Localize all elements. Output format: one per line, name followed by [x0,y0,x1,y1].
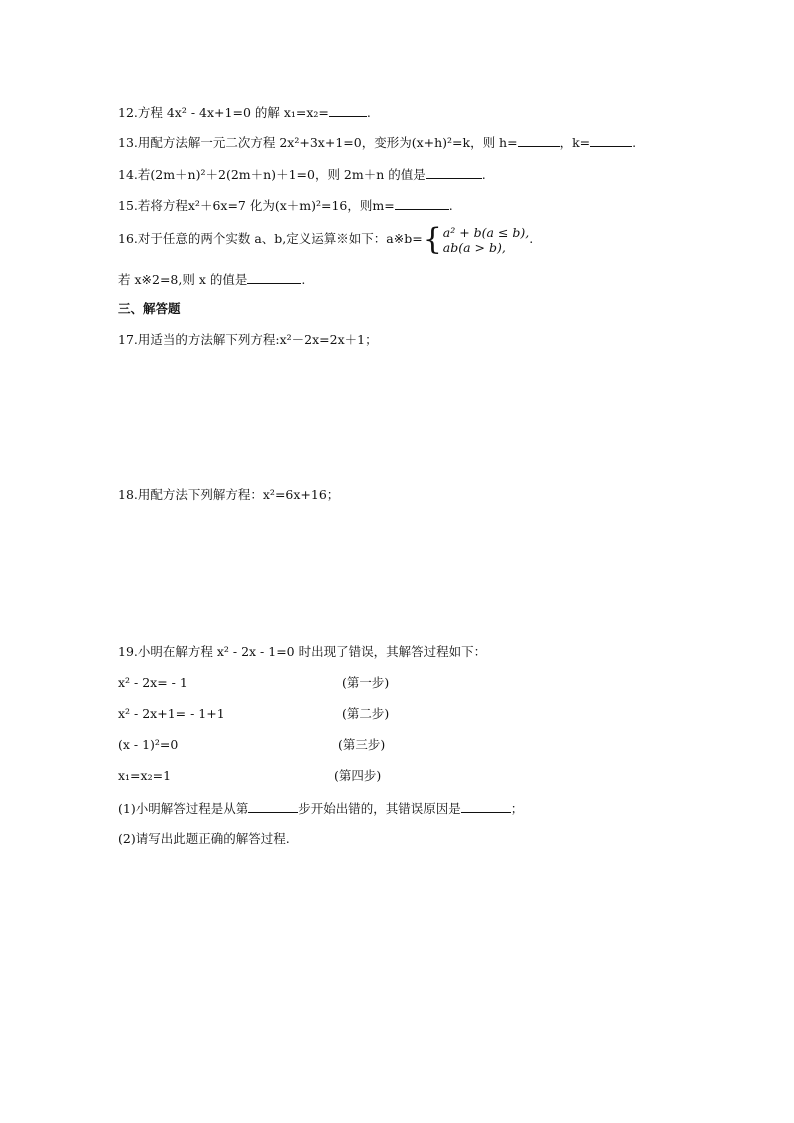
step-4-label: (第四步) [334,768,382,783]
answer-blank[interactable] [395,196,449,210]
answer-blank-step[interactable] [248,799,298,813]
step-3-label: (第三步) [338,737,386,752]
question-13-end: . [632,135,637,150]
question-13-text: 13.用配方法解一元二次方程 2x²+3x+1=0，变形为(x+h)²=k，则 h= [118,135,518,150]
question-16b-end: . [301,272,306,287]
part-1-text-b: 步开始出错的，其错误原因是 [298,801,461,816]
question-15-end: . [448,198,453,213]
step-3-equation: (x - 1)²=0 [118,737,179,752]
question-15 [118,196,453,215]
question-16b [118,270,305,289]
piecewise-definition [422,221,530,257]
case-1: a² + b(a ≤ b), [442,224,530,240]
question-13 [118,133,636,152]
question-12-text: 12.方程 4x² - 4x+1=0 的解 x₁=x₂= [118,105,329,120]
question-17: 17.用适当的方法解下列方程:x²－2x=2x＋1； [118,332,378,347]
question-14-end: . [481,167,486,182]
step-4-equation: x₁=x₂=1 [118,768,172,783]
answer-blank-k[interactable] [590,133,632,147]
question-13-mid: ，k= [559,135,591,150]
question-12-end: . [366,105,371,120]
step-1-label: (第一步) [342,675,390,690]
step-2-label: (第二步) [342,706,390,721]
step-1-equation: x² - 2x= - 1 [118,675,188,690]
question-15-text: 15.若将方程x²＋6x=7 化为(x＋m)²=16，则m= [118,198,395,213]
question-16-text: 16.对于任意的两个实数 a、b,定义运算※如下：a※b= [118,231,423,246]
question-18: 18.用配方法下列解方程：x²=6x+16； [118,487,340,502]
answer-blank[interactable] [329,103,367,117]
answer-blank-reason[interactable] [461,799,511,813]
question-14 [118,165,486,184]
part-1-end: ； [510,801,524,816]
section-heading: 三、解答题 [118,301,181,316]
answer-blank[interactable] [247,270,301,284]
answer-blank[interactable] [426,165,482,179]
question-19: 19.小明在解方程 x² - 2x - 1=0 时出现了错误，其解答过程如下： [118,644,487,659]
part-1-text-a: (1)小明解答过程是从第 [118,801,249,816]
question-19-part-2: (2)请写出此题正确的解答过程. [118,831,290,846]
question-14-text: 14.若(2m＋n)²＋2(2m＋n)＋1=0，则 2m＋n 的值是 [118,167,426,182]
question-16b-text: 若 x※2=8,则 x 的值是 [118,272,248,287]
question-16-end: . [529,231,534,246]
question-19-part-1 [118,799,523,818]
question-16 [118,222,533,256]
case-2: ab(a > b), [442,239,506,255]
left-brace-icon: { [422,221,442,257]
step-2-equation: x² - 2x+1= - 1+1 [118,706,225,721]
answer-blank-h[interactable] [518,133,560,147]
question-12 [118,103,371,122]
